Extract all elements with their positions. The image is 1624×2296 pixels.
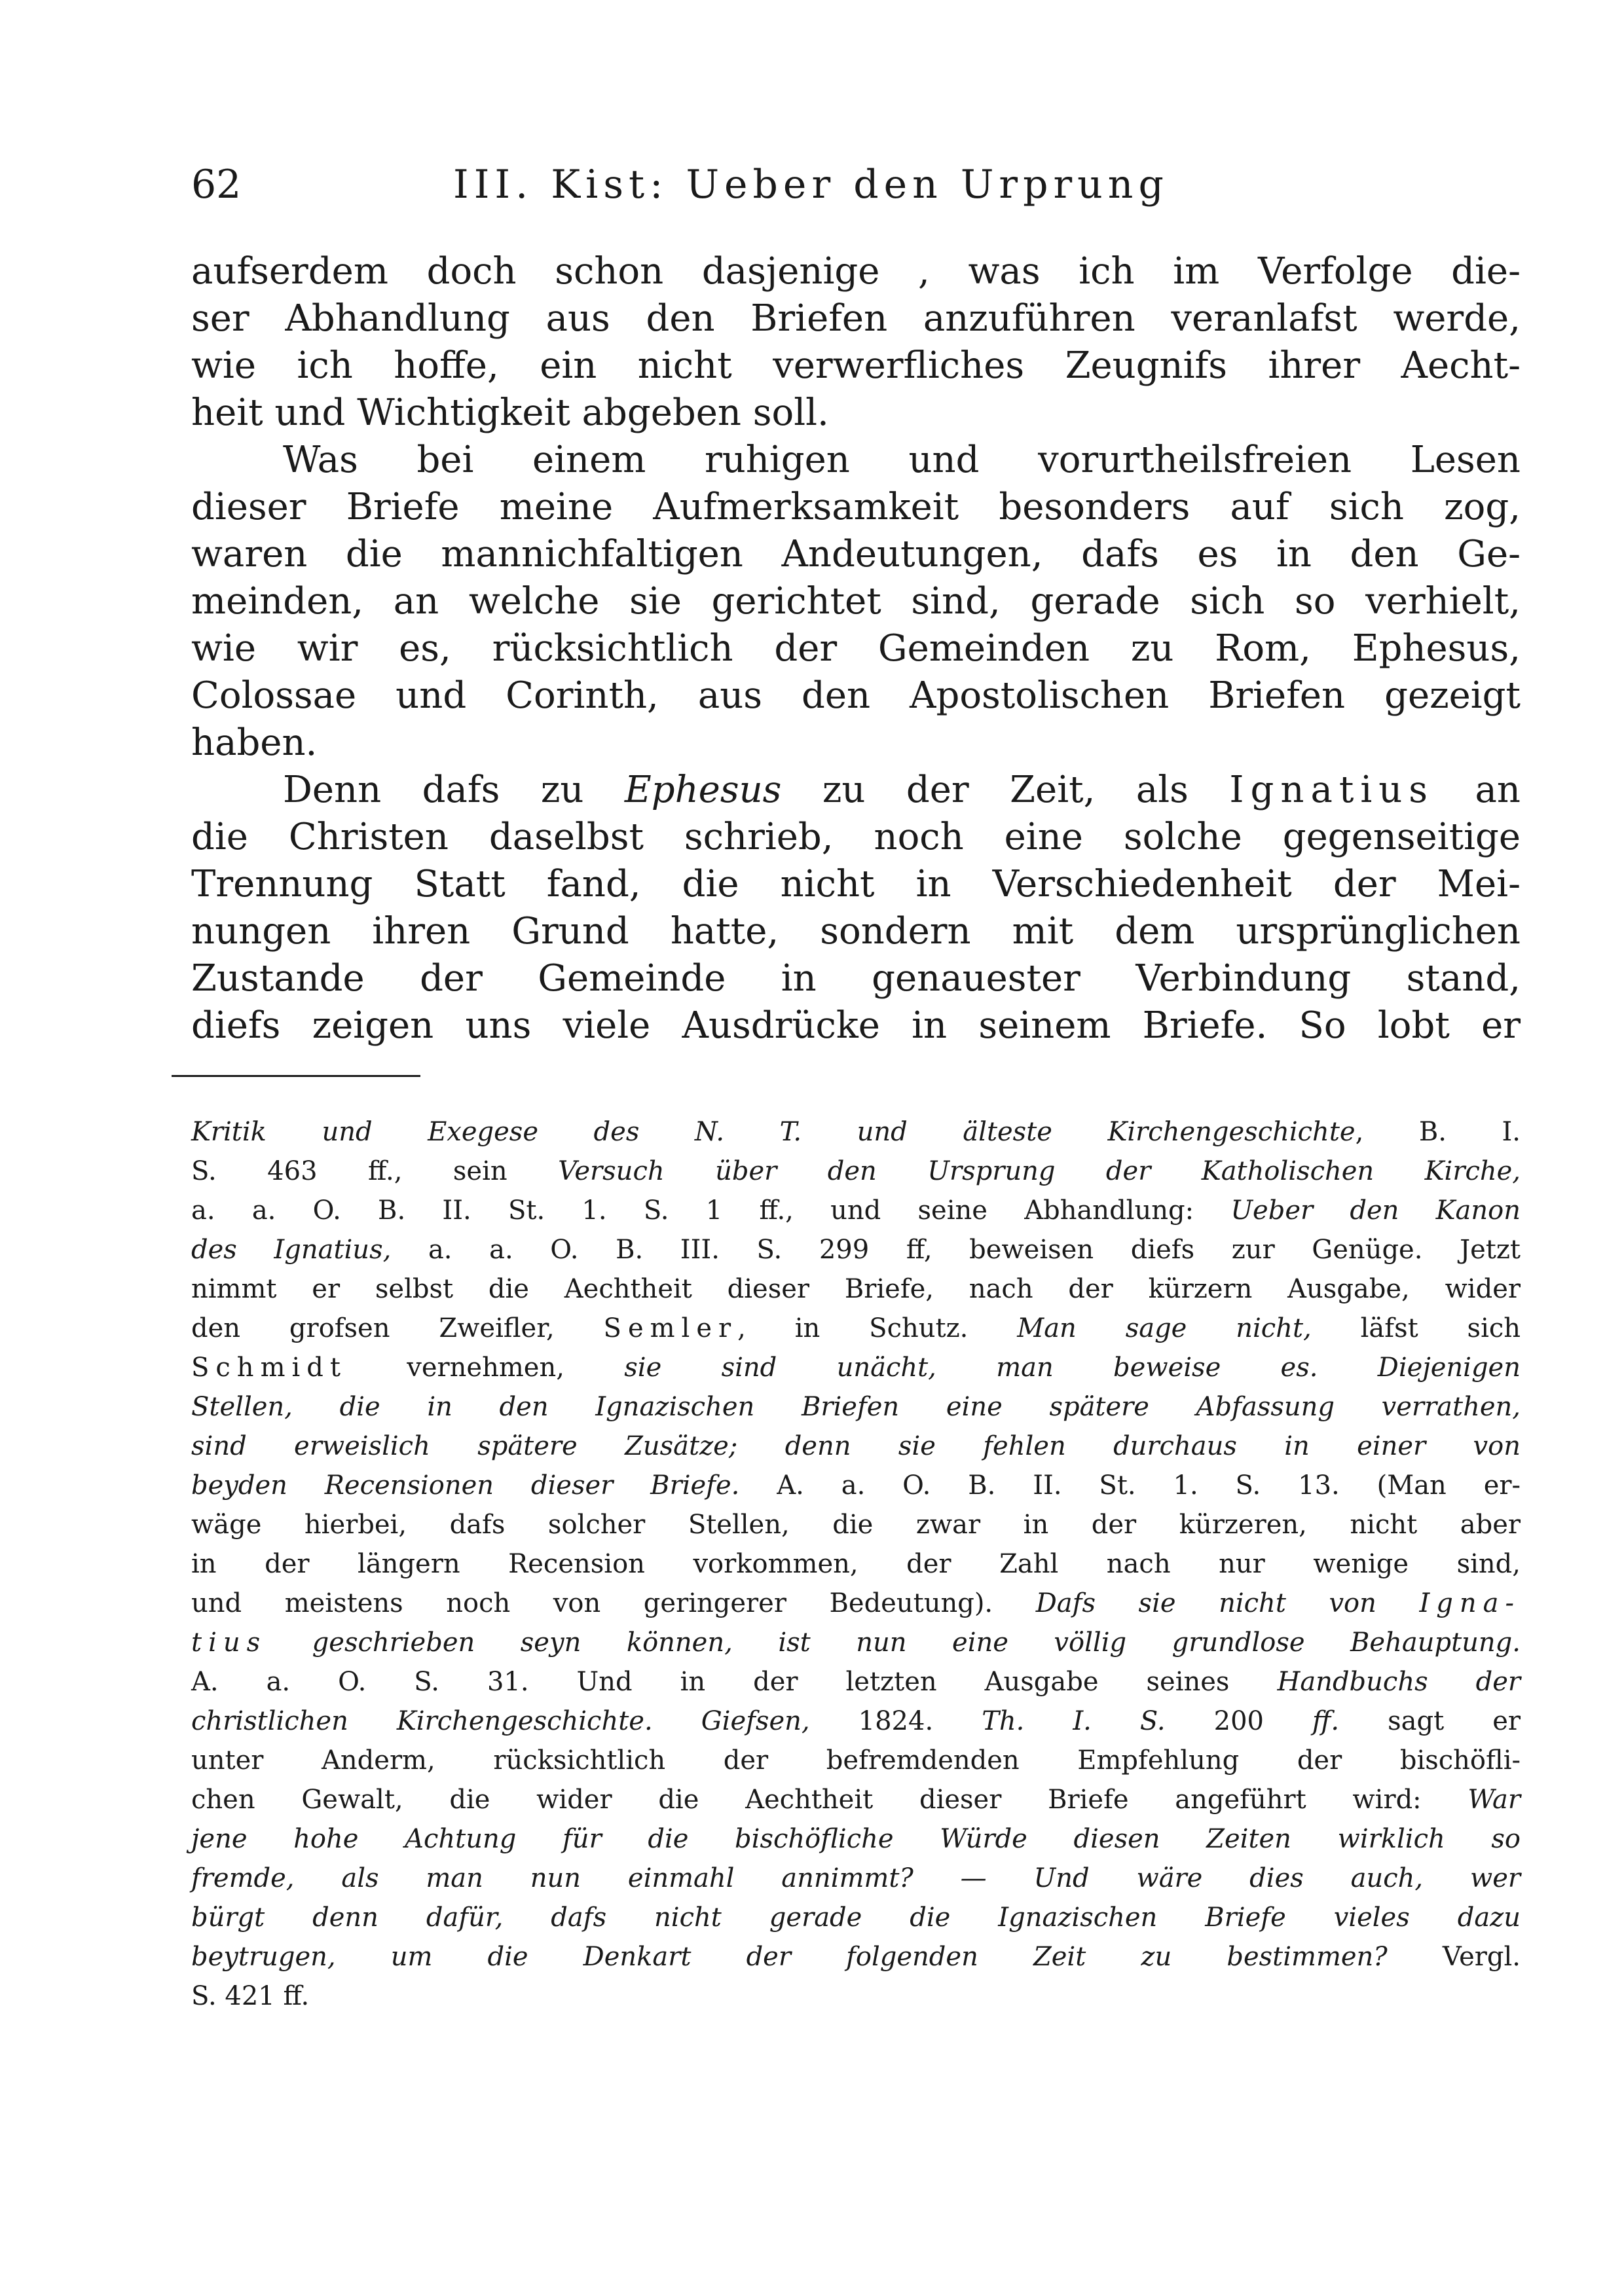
footnote-line [191, 1427, 1521, 1465]
footnote-italic: sie sind unächt, man beweise es. Diejenigen [624, 1353, 1521, 1383]
footnote-italic: Kritik und Exegese des N. T. und älteste Kirchengeschichte [191, 1117, 1356, 1147]
footnote-line [191, 1820, 1521, 1858]
footnote-text: A. a. O. B. II. St. 1. S. 13. (Man er- [777, 1470, 1521, 1501]
running-title: III. Kist: Ueber den Urprung [453, 162, 1169, 208]
footnote-line [191, 1663, 1521, 1701]
footnote-line [191, 1192, 1521, 1230]
body-line: Colossae und Corinth, aus den Apostolischen Briefen gezeigt [191, 674, 1521, 717]
footnote-italic: Th. I. S. [982, 1706, 1166, 1736]
page-number: 62 [191, 162, 242, 208]
body-line: wie ich hoffe, ein nicht verwerfliches Zeugnifs ihrer Aecht- [191, 344, 1521, 387]
footnote-line [191, 1113, 1521, 1151]
footnote-italic: beyden Recensionen dieser Briefe. [191, 1470, 740, 1501]
footnote-line [191, 1584, 1521, 1622]
body-line: dieser Briefe meine Aufmerksamkeit besonders auf sich zog, [191, 486, 1521, 528]
footnote-line [191, 1899, 1521, 1937]
footnote-text: , in Schutz. [737, 1313, 969, 1343]
person-name: Ignatius [1229, 769, 1435, 811]
footnote-text: 1824. [858, 1706, 934, 1736]
footnote-italic: fremde, als man nun einmahl annimmt? — Und wäre dies auch, wer [191, 1863, 1521, 1893]
footnote-text: 200 [1213, 1706, 1264, 1736]
footnote-text: und meistens noch von geringerer Bedeutung). [191, 1588, 993, 1618]
footnote-line [191, 1938, 1521, 1976]
body-line: diefs zeigen uns viele Ausdrücke in seinem Briefe. So lobt er [191, 1004, 1521, 1047]
body-line: haben. [191, 721, 318, 764]
footnote-text: a. a. O. B. II. St. 1. S. 1 ff., und seine Abhandlung: [191, 1195, 1194, 1226]
footnote-italic: Stellen, die in den Ignazischen Briefen eine spätere Abfassung verrathen, [191, 1392, 1521, 1422]
body-text: Denn dafs zu [283, 769, 584, 811]
footnote-line [191, 1859, 1521, 1897]
place-name: Ephesus [624, 769, 782, 811]
footnote-line: wäge hierbei, dafs solcher Stellen, die zwar in der kürzeren, nicht aber [191, 1510, 1521, 1540]
body-line: aufserdem doch schon dasjenige , was ich im Verfolge die- [191, 250, 1521, 293]
body-line: meinden, an welche sie gerichtet sind, gerade sich so verhielt, [191, 580, 1521, 623]
footnote-line: in der längern Recension vorkommen, der Zahl nach nur wenige sind, [191, 1549, 1521, 1579]
footnote-italic: Handbuchs der [1277, 1667, 1521, 1697]
body-line: Was bei einem ruhigen und vorurtheilsfreien Lesen [283, 439, 1521, 481]
footnote-italic: des Ignatius, [191, 1235, 392, 1265]
footnote-italic: ff. [1312, 1706, 1340, 1736]
footnote-line: nimmt er selbst die Aechtheit dieser Briefe, nach der kürzern Ausgabe, wider [191, 1274, 1521, 1304]
body-line: heit und Wichtigkeit abgeben soll. [191, 392, 829, 434]
footnote-italic: Ueber den Kanon [1230, 1195, 1521, 1226]
footnote-italic: geschrieben seyn können, ist nun eine völlig grundlose Behauptung. [312, 1628, 1521, 1658]
body-line: wie wir es, rücksichtlich der Gemeinden zu Rom, Ephesus, [191, 627, 1521, 670]
footnote-line [191, 1152, 1521, 1190]
footnote-text: sagt er [1388, 1706, 1521, 1736]
footnote-italic: bürgt denn dafür, dafs nicht gerade die Ignazischen Briefe vieles dazu [191, 1903, 1521, 1933]
footnote-line: unter Anderm, rücksichtlich der befremdenden Empfehlung der bischöfli- [191, 1745, 1521, 1776]
person-name: Igna- [1419, 1588, 1521, 1618]
footnote-text: vernehmen, [407, 1353, 564, 1383]
footnote-line [191, 1349, 1521, 1387]
footnote-italic: War [1467, 1785, 1521, 1815]
body-line: ser Abhandlung aus den Briefen anzuführen veranlafst werde, [191, 297, 1521, 340]
footnote-text: chen Gewalt, die wider die Aechtheit dieser Briefe angeführt wird: [191, 1785, 1422, 1815]
footnote-italic: Versuch über den Ursprung der Katholischen Kirche, [558, 1156, 1521, 1186]
footnote-italic: Man sage nicht, [1017, 1313, 1312, 1343]
footnote-line [191, 1624, 1521, 1662]
person-name: Schmidt [191, 1353, 347, 1383]
footnote-line [191, 1467, 1521, 1504]
person-name: tius [191, 1628, 267, 1658]
body-text: an [1475, 769, 1521, 811]
footnote-line: S. 421 ff. [191, 1981, 310, 2011]
person-name: Semler [603, 1313, 738, 1343]
body-line: waren die mannichfaltigen Andeutungen, dafs es in den Ge- [191, 533, 1521, 575]
footnote-italic: jene hohe Achtung für die bischöfliche Würde diesen Zeiten wirklich so [191, 1824, 1521, 1854]
body-line: nungen ihren Grund hatte, sondern mit dem ursprünglichen [191, 910, 1521, 953]
body-line: Trennung Statt fand, die nicht in Verschiedenheit der Mei- [191, 863, 1521, 905]
footnote-text: läfst sich [1360, 1313, 1521, 1343]
footnote-text: Vergl. [1442, 1942, 1521, 1972]
body-line [283, 767, 1521, 813]
footnote-text: a. a. O. B. III. S. 299 ff, beweisen diefs zur Genüge. Jetzt [428, 1235, 1521, 1265]
footnote-line [191, 1231, 1521, 1269]
footnote-text: , B. I. [1355, 1117, 1521, 1147]
footnote-italic: beytrugen, um die Denkart der folgenden Zeit zu bestimmen? [191, 1942, 1388, 1972]
footnote-line [191, 1309, 1521, 1347]
footnote-text: den grofsen Zweifler, [191, 1313, 555, 1343]
body-text: zu der Zeit, als [822, 769, 1189, 811]
footnote-italic: christlichen Kirchengeschichte. Giefsen, [191, 1706, 810, 1736]
footnote-text: S. 463 ff., sein [191, 1156, 507, 1186]
footnote-line [191, 1781, 1521, 1819]
footnote-italic: sind erweislich spätere Zusätze; denn sie fehlen durchaus in einer von [191, 1431, 1521, 1461]
footnote-divider [172, 1075, 420, 1077]
body-line: Zustande der Gemeinde in genauester Verbindung stand, [191, 957, 1521, 1000]
footnote-line [191, 1702, 1521, 1740]
body-line: die Christen daselbst schrieb, noch eine solche gegenseitige [191, 816, 1521, 858]
footnote-text: A. a. O. S. 31. Und in der letzten Ausgabe seines [191, 1667, 1230, 1697]
footnote-line [191, 1388, 1521, 1426]
running-header [191, 158, 1265, 211]
footnote-italic: Dafs sie nicht von [1035, 1588, 1376, 1618]
